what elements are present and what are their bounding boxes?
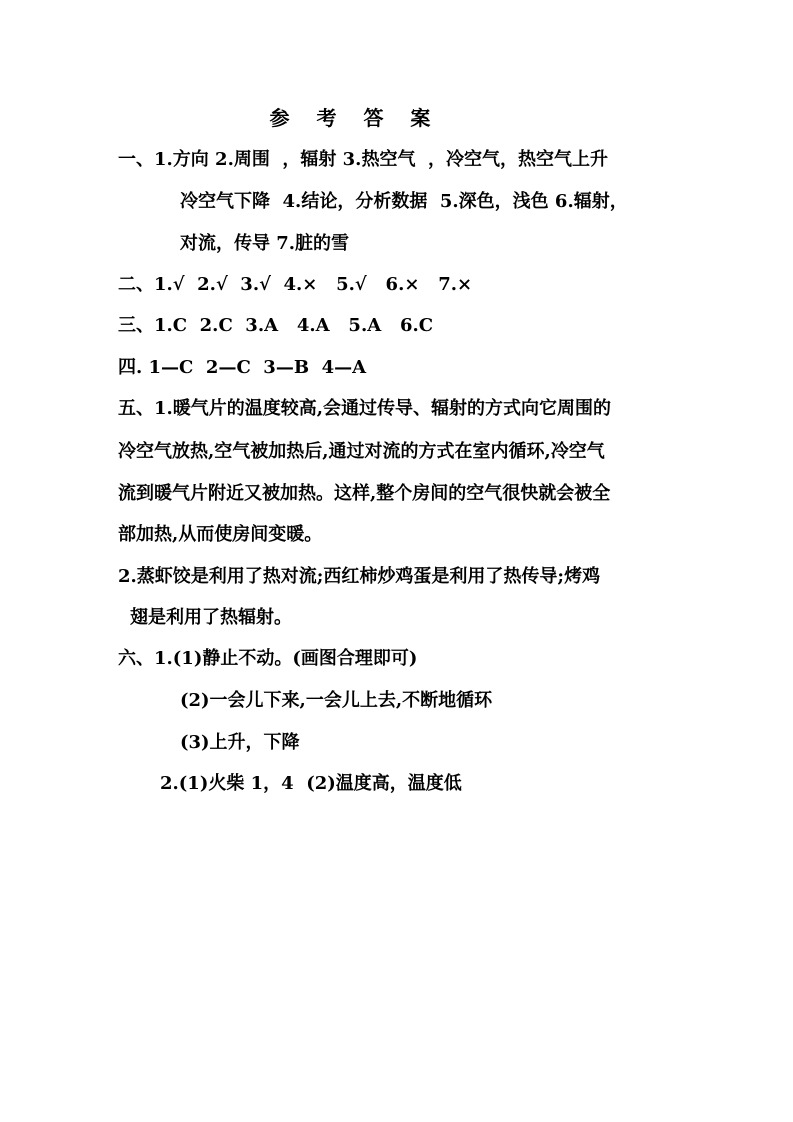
answer-line-11: 2.蒸虾饺是利用了热对流;西红柿炒鸡蛋是利用了热传导;烤鸡 <box>118 566 601 587</box>
answer-line-16: 2.(1)火柴 1，4 (2)温度高，温度低 <box>160 773 462 794</box>
answer-line-2: 冷空气下降 4.结论，分析数据 5.深色，浅色 6.辐射， <box>180 191 628 212</box>
answer-line-5: 三、1.C 2.C 3.A 4.A 5.A 6.C <box>118 315 434 336</box>
answer-line-15: (3)上升，下降 <box>180 732 300 753</box>
answer-line-9: 流到暖气片附近又被加热。这样,整个房间的空气很快就会被全 <box>118 483 611 504</box>
answer-line-14: (2)一会儿下来,一会儿上去,不断地循环 <box>180 690 493 711</box>
answer-line-10: 部加热,从而使房间变暖。 <box>118 524 323 545</box>
page-title: 参 考 答 案 <box>269 106 441 130</box>
answer-line-13: 六、1.(1)静止不动。(画图合理即可) <box>118 648 418 669</box>
answer-line-12: 翅是利用了热辐射。 <box>130 607 292 628</box>
answer-line-3: 对流，传导 7.脏的雪 <box>180 233 350 254</box>
answer-line-8: 冷空气放热,空气被加热后,通过对流的方式在室内循环,冷空气 <box>118 441 605 462</box>
answer-line-4: 二、1.√ 2.√ 3.√ 4.× 5.√ 6.× 7.× <box>118 274 473 295</box>
answer-line-6: 四. 1—C 2—C 3—B 4—A <box>118 357 367 378</box>
answer-line-7: 五、1.暖气片的温度较高,会通过传导、辐射的方式向它周围的 <box>118 398 612 419</box>
answer-line-1: 一、1.方向 2.周围 ，辐射 3.热空气 ，冷空气，热空气上升 <box>118 149 608 170</box>
